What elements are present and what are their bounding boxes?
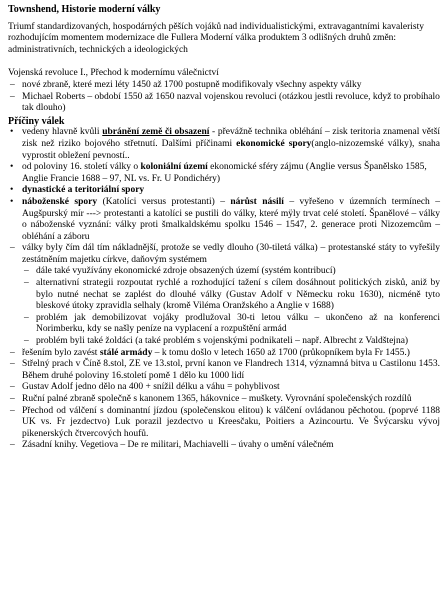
causes-list	[8, 127, 440, 243]
spacer	[8, 56, 440, 68]
list-item: – Zásadní knihy. Vegetiova – De re militari, Machiavelli – úvahy o umění válečném	[8, 440, 440, 452]
list-item	[8, 197, 440, 243]
list-item: – Gustav Adolf jedno dělo na 400 + snížil délku a váhu = pohyblivost	[8, 382, 440, 394]
revolution-list	[8, 80, 440, 115]
text: (anglo-nizozemské války), snaha vyprostit obležení pevností..	[22, 138, 441, 161]
list-item: – nové zbraně, které mezi léty 1450 až 1700 postupně modifikovaly všechny aspekty války	[8, 80, 440, 92]
text: (Katolíci versus protestanti) –	[97, 196, 231, 207]
list-item: – dále také využívány ekonomické zdroje obsazených území (systém kontribucí)	[8, 266, 440, 278]
technology-list	[8, 348, 440, 452]
text: – vyřešeno v územních termínech – Augšpurský mír ---> protestanti a katolíci se pustili do války, které mÿly trvat celé století. Španělové – války o náboženské vyznání: války proti šmalkaldskému spolku 1546 – 1547, 2. generace proti Nizozemcům – obléhání a záboru	[22, 196, 440, 242]
list-item: – Střelný prach v Číně 8.stol, ZE ve 13.stol, první kanon ve Flandrech 1314, významná bitva u Castilonu 1453. Během druhé poloviny 16.století pomě 1 dělo ku 1000 lidí	[8, 359, 440, 382]
list-item: – války byly čím dál tím nákladnější, protože se vedly dlouho (30-tiletá válka) – protestanské státy to vyřešily zestátněním majetku církve, daňovým systémem	[8, 243, 440, 266]
emphasis: koloniální území	[140, 162, 208, 173]
text: ekonomické sféry zájmu (Anglie versus Španělsko 1585, Anglie Francie 1688 – 97, NL vs. Fr. U Pondichéry)	[22, 162, 427, 184]
text: - převážně technika obléhání – zisk teritoria znamenal větší zisk než riziko bojového střetnutí. Dalšími příčinami	[22, 127, 440, 149]
emphasis: náboženské spory	[22, 196, 98, 207]
list-item: – Ruční palné zbraně společně s kanonem 1365, hákovnice – muškety. Vyrovnání společenských rozdílů	[8, 394, 440, 406]
text: vedeny hlavně kvůli	[22, 127, 103, 138]
list-item: – Přechod od válčení s dominantní jízdou (společenskou elitou) k válčení ovládanou pěchotou. (poprvé 1188 UK vs. Fr jezdectvo) Luk porazil jezdectvo u Kreesčaku, Poitiers a Azincourtu. Ve Švýcarsku vývoj pikenerských čtvercových houfů.	[8, 406, 440, 441]
section-heading-causes: Příčiny válek	[8, 115, 65, 127]
list-item	[8, 162, 440, 185]
list-item	[8, 127, 440, 162]
emphasis: ekonomické spory	[236, 138, 312, 149]
list-item: – problém jak demobilizovat vojáky prodlužoval 30-ti letou válku – ukončeno až na konferenci Norimberku, kdy se našly peníze na vyplacení a rozpuštění armád	[8, 313, 440, 336]
finance-list	[8, 243, 440, 266]
section-heading-revolution: Vojenská revoluce I., Přechod k modernímu válečnictví	[8, 68, 219, 79]
emphasis: stálé armády	[99, 347, 153, 358]
document-title: Townshend, Historie moderní války	[8, 4, 161, 15]
finance-sublist	[8, 266, 440, 347]
list-item	[8, 185, 440, 197]
list-item: – alternativní strategii rozpoutat rychlé a rozhodující tažení s cílem dosáhnout politických zisků, aniž by bylo nutné nechat se zaplést do dlouhé války (Gustav Adolf v Německu roku 1630), nicméně tyto bleskové útoky zpravidla selhaly (kromě Viléma Oranžského a Anglie v 1688)	[8, 278, 440, 313]
list-item: – Michael Roberts – období 1550 až 1650 nazval vojenskou revoluci (otázkou jestli revoluce, když to probíhalo tak dlouho)	[8, 92, 440, 115]
text: od poloviny 16. století války o	[22, 162, 141, 173]
list-item	[8, 348, 440, 360]
text: řešením bylo zavést	[22, 347, 100, 358]
emphasis: ubránění země či obsazení	[102, 127, 210, 138]
text: – k tomu došlo v letech 1650 až 1700 (průkopníkem byla Fr 1455.)	[152, 347, 410, 358]
list-item: – problém byli také žoldáci (a také problém s vojenskými podnikateli – např. Albrecht z Valdštejna)	[8, 336, 440, 348]
emphasis: dynastické a teritoriální spory	[22, 185, 145, 196]
intro-paragraph: Triumf standardizovaných, hospodárných pěších vojáků nad individualistickými, extravagantními kavaleristy rozhodujícím momentem modernizace dle Fullera Moderní válka produktem 3 odlišných druhů změn: administrativních, technických a ideologických	[8, 21, 424, 55]
emphasis: nárůst násilí	[230, 196, 284, 207]
